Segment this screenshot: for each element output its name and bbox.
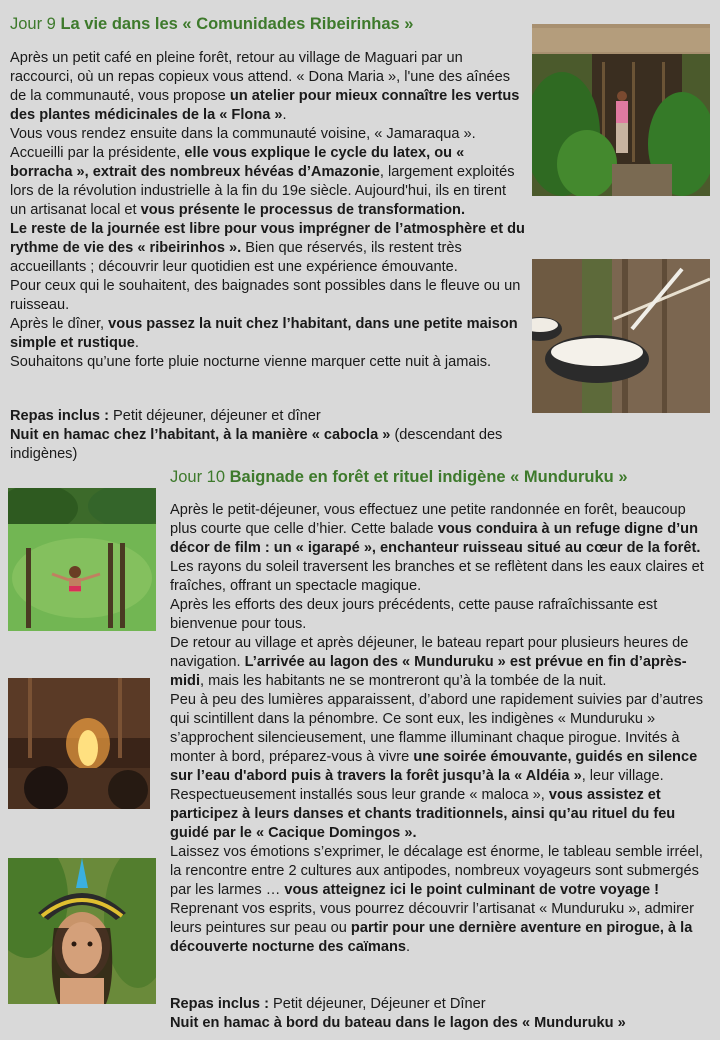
day9-paragraph [10,49,525,125]
day9-text-run: Après un petit café en pleine forêt, retour au village de Maguari par un raccourci, où un repas copieux vous attend. « Dona Maria », l'une des aînées de la communauté, vous propose [10,50,511,104]
day10-title [170,466,628,488]
day9-paragraph [10,277,525,315]
photo-fire-ritual [8,678,150,809]
day10-text-run: Peu à peu des lumières apparaissent, d’abord une rapidement suivies par d’autres qui scintillent dans la pénombre. Ce sont eux, les indigènes « Munduruku » s’approchent silencieusement, une flamme illuminant chaque pirogue. Invités à monter à bord, préparez-vous à vivre [170,692,703,765]
day9-body [10,49,525,372]
day10-text-run: vous assistez et participez à leurs danses et chants traditionnels, ainsi qu’au rituel du feu guidé par le « Cacique Domingos ». [170,787,676,841]
day9-title-main: La vie dans les « Comunidades Ribeirinhas » [60,15,414,33]
day10-paragraph [170,596,706,634]
day9-text-run: Bien que réservés, ils restent très accueillants ; découvrir leur quotidien est une expérience émouvante. [10,240,462,275]
day9-night-value: (descendant des indigènes) [10,427,503,462]
photo-igarape-bath [8,488,156,631]
day10-meals-value: Petit déjeuner, Déjeuner et Dîner [268,996,486,1012]
day9-text-run: elle vous explique le cycle du latex, ou « borracha », extrait des nombreux hévéas d’Amazonie [10,145,465,180]
day9-paragraph [10,315,525,353]
day10-info [170,995,710,1033]
day10-text-run: Les rayons du soleil traversent les branches et se reflètent dans les eaux claires et fraîches, offrant un spectacle magique. [170,559,704,594]
day10-text-run: , mais les habitants ne se montreront qu’à la tombée de la nuit. [200,673,607,689]
day10-title-prefix: Jour 10 [170,468,230,486]
day10-text-run: L’arrivée au lagon des « Munduruku » est prévue en fin d’après-midi [170,654,687,689]
day10-paragraph [170,691,706,843]
day10-text-run: une soirée émouvante, guidés en silence sur l’eau d'abord puis à travers la forêt jusqu’à la « Aldéia » [170,749,698,784]
day9-meals-label: Repas inclus : [10,408,109,424]
day10-text-run: vous conduira à un refuge digne d’un décor de film : un « igarapé », enchanteur ruisseau situé au cœur de la forêt. [170,521,701,556]
day9-night-label: Nuit en hamac chez l’habitant, à la manière « cabocla » [10,427,391,443]
day10-body [170,501,706,957]
day9-text-run: un atelier pour mieux connaître les vertus des plantes médicinales de la « Flona » [10,88,520,123]
day10-paragraph [170,843,706,900]
day10-night-label: Nuit en hamac à bord du bateau dans le lagon des « Munduruku » [170,1015,626,1031]
day9-text-run: Souhaitons qu’une forte pluie nocturne vienne marquer cette nuit à jamais. [10,354,492,370]
day9-title [10,13,414,35]
day9-info [10,407,530,464]
day9-text-run: Après le dîner, [10,316,109,332]
day9-text-run: Vous vous rendez ensuite dans la communauté voisine, « Jamaraqua ». Accueilli par la présidente, [10,126,476,161]
day10-text-run: Après le petit-déjeuner, vous effectuez une petite randonnée en forêt, beaucoup plus courte que celle d’hier. Cette balade [170,502,686,537]
day9-text-run: vous passez la nuit chez l’habitant, dans une petite maison simple et rustique [10,316,518,351]
day9-text-run: , largement exploités lors de la révolution industrielle à la fin du 19e siècle. Aujourd'hui, ils en tirent un artisanat local et [10,164,515,218]
day9-paragraph [10,220,525,277]
day10-text-run: Après les efforts des deux jours précédents, cette pause rafraîchissante est bienvenue pour tous. [170,597,658,632]
day10-paragraph [170,900,706,957]
day10-text-run: , leur village. Respectueusement installés sous leur grande « maloca », [170,768,664,803]
day9-text-run: . [134,335,139,351]
day9-text-run: . [282,107,287,123]
photo-latex-tree [532,259,710,413]
day10-meals [170,995,710,1014]
day10-text-run: vous atteignez ici le point culminant de votre voyage ! [284,882,660,898]
day9-title-prefix: Jour 9 [10,15,61,33]
photo-munduruku-child [8,858,156,1004]
day10-text-run: De retour au village et après déjeuner, le bateau repart pour plusieurs heures de navigation. [170,635,689,670]
day10-text-run: Laissez vos émotions s’exprimer, le décalage est énorme, le tableau semble irréel, la rencontre entre 2 cultures aux antipodes, nombreux voyageurs sont submergés par les larmes … [170,844,703,898]
day9-meals [10,407,530,426]
day10-paragraph [170,501,706,596]
day9-text-run: vous présente le processus de transformation. [140,202,466,218]
day10-text-run: partir pour une dernière aventure en pirogue, à la découverte nocturne des caïmans [170,920,693,955]
day9-night [10,426,530,464]
day10-night [170,1014,710,1033]
day10-text-run: Reprenant vos esprits, vous pourrez découvrir l’artisanat « Munduruku », admirer leurs peintures sur peau ou [170,901,694,936]
photo-village-hut [532,24,710,196]
day9-paragraph [10,353,525,372]
day10-title-main: Baignade en forêt et rituel indigène « Munduruku » [229,468,628,486]
day9-paragraph [10,125,525,220]
day10-paragraph [170,634,706,691]
day10-meals-label: Repas inclus : [170,996,269,1012]
day9-meals-value: Petit déjeuner, déjeuner et dîner [108,408,321,424]
day9-text-run: Le reste de la journée est libre pour vous imprégner de l’atmosphère et du rythme de vie des « ribeirinhos ». [10,221,525,256]
day9-text-run: Pour ceux qui le souhaitent, des baignades sont possibles dans le fleuve ou un ruisseau. [10,278,521,313]
day10-text-run: . [406,939,411,955]
